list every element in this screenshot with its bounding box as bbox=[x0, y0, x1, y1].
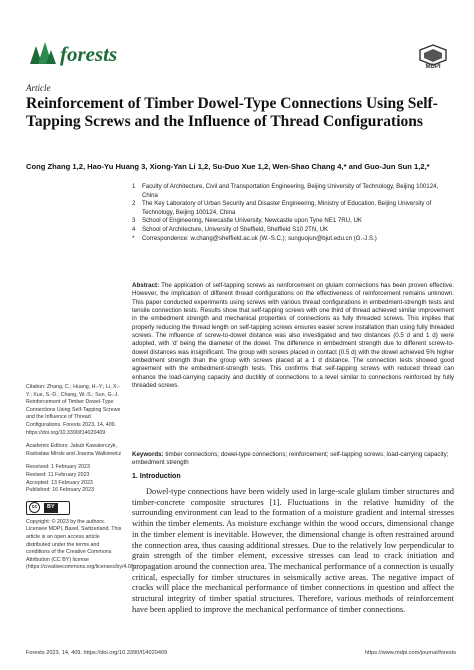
keywords-text: timber connections; dowel-type connections; reinforcement; self-tapping screws; load-carrying capacity; embedment strength bbox=[132, 451, 449, 467]
section-body-text: Dowel-type connections have been widely used in large-scale glulam timber structures and timber-concrete composite structures [1]. Fluctuations in the relative humidity of the surrounding environment can lead to the formation of a moisture gradient and internal stresses within the timber elements. As moisture exchange within the wood occurs, dimensional change in the timber element is inevitable. However, the dimensional change is often restrained around the connection area, thus causing additional stresses. Due to the relatively low perpendicular to grain strength of the timber element, excessive stresses can lead to crack initiation and propagation around the connection area. The mechanical performance of a connection is usually critical, especially for timber structures in seismically active areas. The negative impact of cracks will place the mechanical performance of timber connections in question and affect the structural integrity of timber spatial structures. Therefore, various methods of reinforcement have been applied to improve the mechanical performance of timber connections. bbox=[132, 487, 454, 614]
affiliation-text: The Key Laboratory of Urban Security and Disaster Engineering, Ministry of Education, Beijing University of Technology, Beijing 100124, China bbox=[142, 200, 432, 216]
publisher-name: MDPI bbox=[425, 64, 441, 70]
affiliation-number: 2 bbox=[132, 200, 136, 208]
keywords-label: Keywords: bbox=[132, 451, 164, 458]
affiliation-item bbox=[132, 183, 452, 200]
affiliation-item bbox=[132, 217, 452, 226]
cc-by-license-icon[interactable] bbox=[26, 501, 70, 515]
section-heading: 1. Introduction bbox=[132, 473, 181, 480]
affiliation-text: Faculty of Architecture, Civil and Transportation Engineering, Beijing University of Technology, Beijing 100124, China bbox=[142, 183, 439, 199]
author-list: Cong Zhang 1,2, Hao-Yu Huang 3, Xiong-Yan Li 1,2, Su-Duo Xue 1,2, Wen-Shao Chang 4,* and Guo-Jun Sun 1,2,* bbox=[26, 162, 430, 171]
article-info-sidebar bbox=[26, 384, 136, 578]
citation: Citation: Zhang, C.; Huang, H.-Y.; Li, X.-Y.; Xue, S.-D.; Chang, W.-S.; Sun, G.-J. Reinforcement of Timber Dowel-Type Connections Using Self-Tapping Screws and the Influence of Thread Configurations. Forests 2023, 14, 409. https://doi.org/10.3390/f14020409 bbox=[26, 384, 121, 436]
mdpi-logo-icon bbox=[416, 44, 450, 66]
affiliation-text: School of Engineering, Newcastle University, Newcastle upon Tyne NE1 7RU, UK bbox=[142, 217, 362, 225]
dates bbox=[26, 464, 123, 494]
footer-citation: Forests 2023, 14, 409. https://doi.org/10.3390/f14020409 bbox=[26, 650, 168, 656]
abstract-text: The application of self-tapping screws as reinforcement on glulam connections has been proven effective. However, the implication of different thread configurations on the effectiveness of reinforcement remains unknown. This paper conducted experiments using screws with various thread configurations in embedment-strength tests and tensile connection tests. Results show that self-tapping screws with one third of thread achieved similar improvement in the embedment strength and mechanical properties of connections as fully threaded screws. This implies that properly reducing the thread length on self-tapping screws ensures easier screw installation than using fully threaded screws. The influence of screw-to-dowel distance was also investigated and two distances (0.5 d and 1 d) were adopted, with 'd' being the diameter of the dowel. The difference in embedment strength due to different screw-to-dowel distances was insignificant. The group with screws placed in contact (0.5 d) with the dowel achieved 5% higher embedment strength than the group with screws placed at a 1 d distance. The connection tests showed good agreement with the embedment-strength tests. This confirms that self-tapping screws with reduced thread can enhance the load-carrying capacity and ductility of connections to a level similar to connections reinforced by fully threaded screws. bbox=[132, 282, 454, 390]
academic-editors: Academic Editors: Jakub Kawalerczyk, Radosław Mirski and Joanna Walkiewicz bbox=[26, 443, 122, 457]
affiliation-number: 1 bbox=[132, 183, 136, 190]
affiliation-number: 4 bbox=[132, 225, 136, 233]
affiliation-item bbox=[132, 235, 452, 244]
forests-logo-icon bbox=[26, 40, 56, 66]
date-accepted: Accepted: 13 February 2023 bbox=[26, 479, 93, 486]
affiliations bbox=[132, 183, 452, 243]
by-icon: BY bbox=[44, 503, 58, 513]
affiliation-text: School of Architecture, University of Sheffield, Sheffield S10 2TN, UK bbox=[142, 225, 329, 233]
affiliation-number: * bbox=[132, 234, 135, 242]
journal-name: forests bbox=[60, 42, 118, 66]
date-revised: Revised: 11 February 2023 bbox=[26, 471, 90, 478]
paper-title: Reinforcement of Timber Dowel-Type Connections Using Self-Tapping Screws and the Influence of Thread Configurations bbox=[26, 95, 438, 130]
journal-header bbox=[26, 40, 450, 70]
date-published: Published: 16 February 2023 bbox=[26, 487, 95, 494]
abstract bbox=[132, 282, 454, 390]
affiliation-item bbox=[132, 226, 452, 235]
footer-journal-link[interactable]: https://www.mdpi.com/journal/forests bbox=[364, 650, 456, 656]
copyright-notice: Copyright: © 2023 by the authors. Licensee MDPI, Basel, Switzerland. This article is an open access article distributed under the terms and conditions of the Creative Commons Attribution (CC BY) license (https://creativecommons.org/licenses/by/4.0/). bbox=[26, 518, 136, 571]
cc-icon: cc bbox=[29, 502, 40, 513]
article-type: Article bbox=[26, 83, 51, 93]
keywords bbox=[132, 451, 454, 468]
date-received: Received: 1 February 2023 bbox=[26, 464, 90, 471]
affiliation-item bbox=[132, 200, 452, 217]
correspondence-text: Correspondence: w.chang@sheffield.ac.uk (W.-S.C.); sunguojun@bjut.edu.cn (G.-J.S.) bbox=[142, 234, 377, 242]
abstract-label: Abstract: bbox=[132, 282, 160, 289]
affiliation-number: 3 bbox=[132, 217, 136, 225]
